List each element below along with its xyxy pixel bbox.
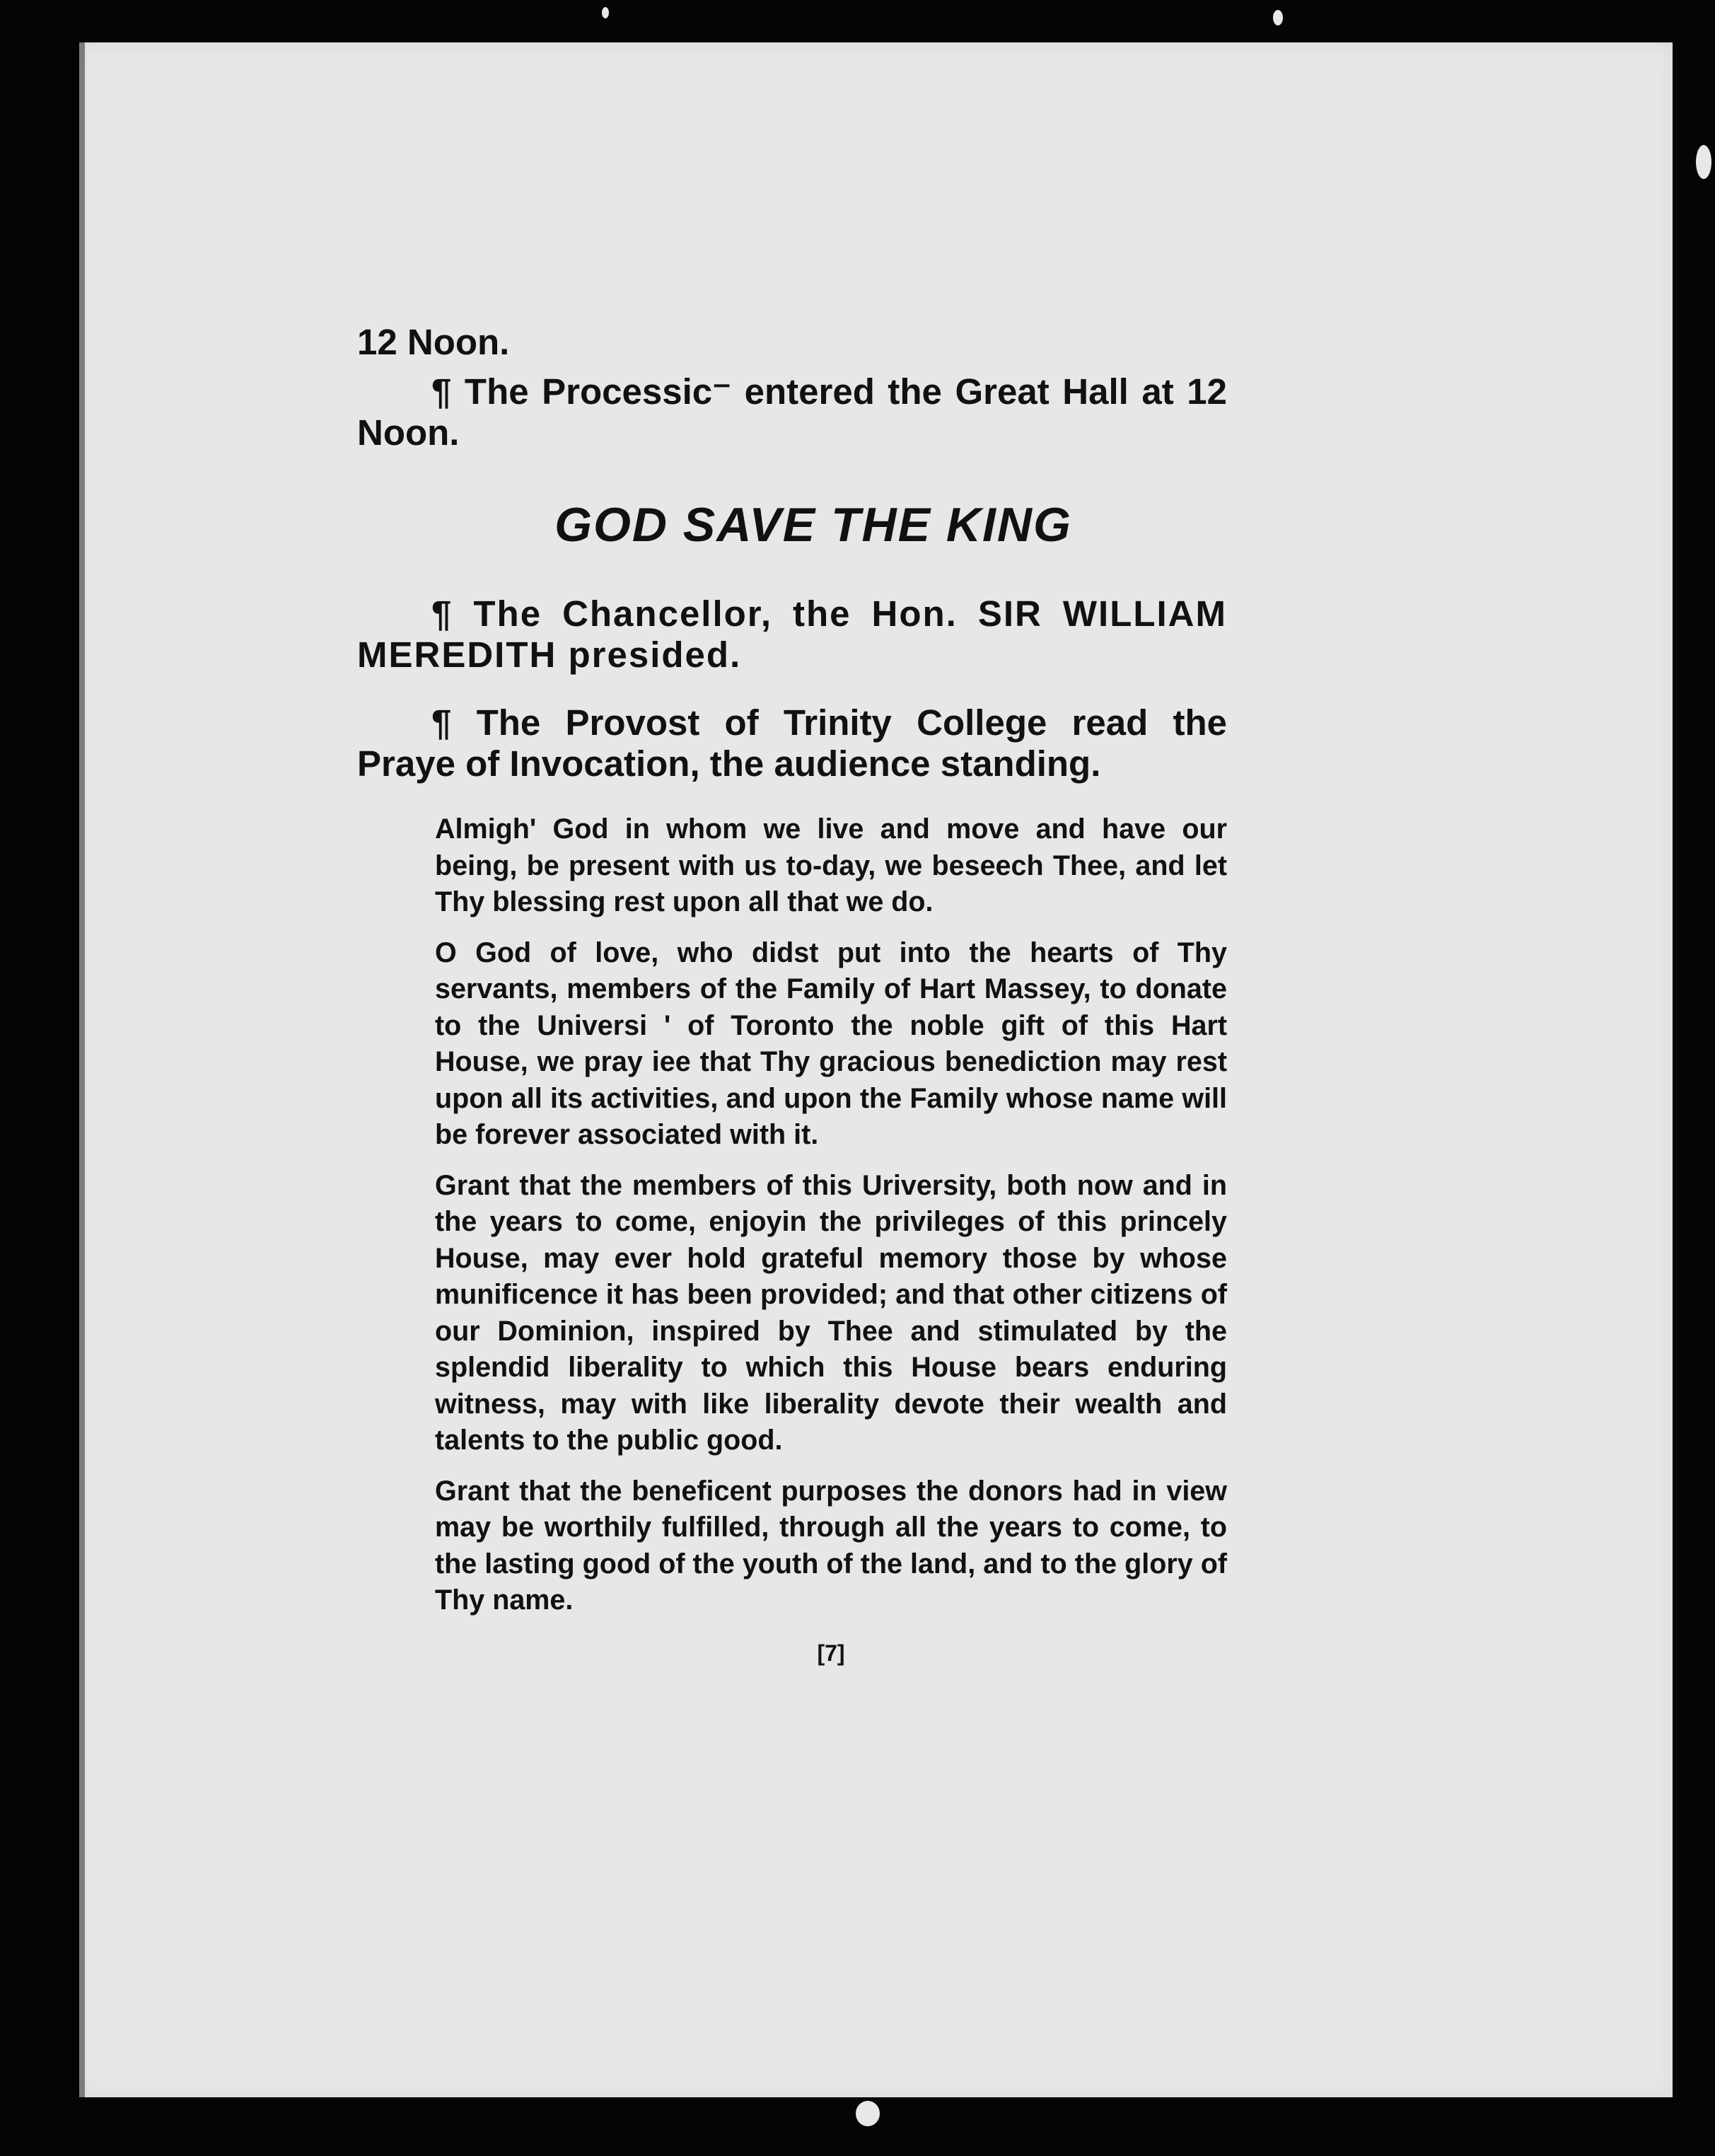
- time-heading: 12 Noon.: [357, 322, 510, 362]
- binding-edge: [79, 42, 85, 2097]
- prayer-paragraph: O God of love, who didst put into the hearts of Thy servants, members of the Family of Hart Massey, to donate to the Universi ' of Toronto the noble gift of this Hart House, we pray iee that Thy gracious benediction may rest upon all its activities, and upon the Family whose name will be forever associated with it.: [435, 937, 1227, 1150]
- chancellor-paragraph: ¶ The Chancellor, the Hon. SIR WILLIAM MEREDITH presided.: [357, 593, 1227, 675]
- provost-paragraph: ¶ The Provost of Trinity College read the Praye of Invocation, the audience standing.: [357, 702, 1227, 784]
- document-body: [357, 322, 1227, 1667]
- scan-artifact: [1273, 10, 1283, 25]
- invocation-prayer: [435, 811, 1227, 1619]
- procession-paragraph: ¶ The Processic⁻ entered the Great Hall at 12 Noon.: [357, 371, 1227, 453]
- scan-artifact: [1696, 145, 1711, 179]
- prayer-paragraph: Grant that the members of this Uriversity, both now and in the years to come, enjoyin the privileges of this princely House, may ever hold grateful memory those by whose munificence it has been provided; and that other citizens of our Dominion, inspired by Thee and stimulated by the splendid liberality to which this House bears enduring witness, may with like liberality devote their wealth and talents to the public good.: [435, 1169, 1227, 1456]
- anthem-title: GOD SAVE THE KING: [554, 498, 1072, 552]
- prayer-paragraph: Grant that the beneficent purposes the donors had in view may be worthily fulfilled, through all the years to come, to the lasting good of the youth of the land, and to the glory of Thy name.: [435, 1475, 1227, 1616]
- scan-artifact: [856, 2101, 880, 2126]
- prayer-paragraph: Almigh' God in whom we live and move and have our being, be present with us to-day, we beseech Thee, and let Thy blessing rest upon all that we do.: [435, 813, 1227, 917]
- page-number: [7]: [817, 1640, 845, 1666]
- scan-artifact: [602, 7, 609, 18]
